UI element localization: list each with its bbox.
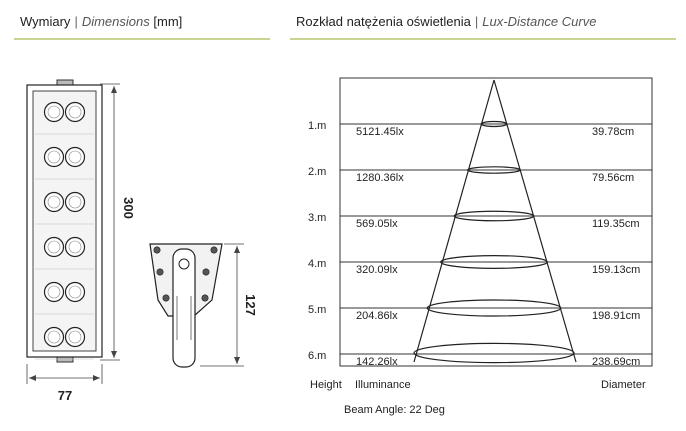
led-lens: [45, 103, 64, 122]
led-lens: [45, 238, 64, 257]
luminaire-side-view: [150, 244, 222, 367]
illuminance-value: 5121.45lx: [356, 126, 404, 138]
diameter-column-label: Diameter: [601, 379, 646, 391]
led-lens: [66, 193, 85, 212]
illuminance-value: 1280.36lx: [356, 172, 404, 184]
height-value: 4.m: [308, 258, 327, 270]
luminaire-front-view: [27, 80, 102, 362]
height-value: 3.m: [308, 212, 327, 224]
curve-header-separator: |: [474, 14, 479, 29]
led-lens: [45, 328, 64, 347]
led-lens: [45, 193, 64, 212]
led-lens: [66, 328, 85, 347]
lux-distance-curve: [308, 78, 652, 416]
diameter-value: 119.35cm: [592, 218, 640, 230]
curve-title: Rozkład natężenia oświetlenia: [296, 14, 471, 29]
illuminance-value: 569.05lx: [356, 218, 398, 230]
height-dimension: [100, 84, 136, 360]
dimensions-header-separator: |: [74, 14, 78, 29]
width-dimension: [27, 364, 102, 403]
led-lens: [66, 148, 85, 167]
bracket-label: 127: [243, 294, 258, 316]
diameter-value: 79.56cm: [592, 172, 635, 184]
illuminance-column-label: Illuminance: [355, 379, 411, 391]
led-lens: [66, 283, 85, 302]
height-value: 6.m: [308, 350, 327, 362]
led-lens: [45, 283, 64, 302]
height-value: 5.m: [308, 304, 327, 316]
height-value: 2.m: [308, 166, 327, 178]
led-lens: [66, 238, 85, 257]
height-value: 1.m: [308, 120, 327, 132]
dimensions-title-en: Dimensions: [81, 14, 150, 29]
dimensions-title: Wymiary: [20, 14, 71, 29]
illuminance-value: 204.86lx: [356, 310, 398, 322]
led-lens: [45, 148, 64, 167]
dimensions-unit: [mm]: [153, 14, 183, 29]
width-label: 77: [57, 388, 73, 403]
diameter-value: 39.78cm: [592, 126, 635, 138]
diameter-value: 198.91cm: [592, 310, 641, 322]
curve-title-en: Lux-Distance Curve: [482, 14, 597, 29]
diameter-value: 238.69cm: [592, 356, 641, 368]
illuminance-value: 320.09lx: [356, 264, 398, 276]
illuminance-value: 142.26lx: [356, 356, 398, 368]
height-label: 300: [121, 197, 136, 219]
height-column-label: Height: [310, 379, 342, 391]
led-lens: [66, 103, 85, 122]
diameter-value: 159.13cm: [592, 264, 641, 276]
beam-angle-label: Beam Angle: 22 Deg: [344, 404, 445, 416]
